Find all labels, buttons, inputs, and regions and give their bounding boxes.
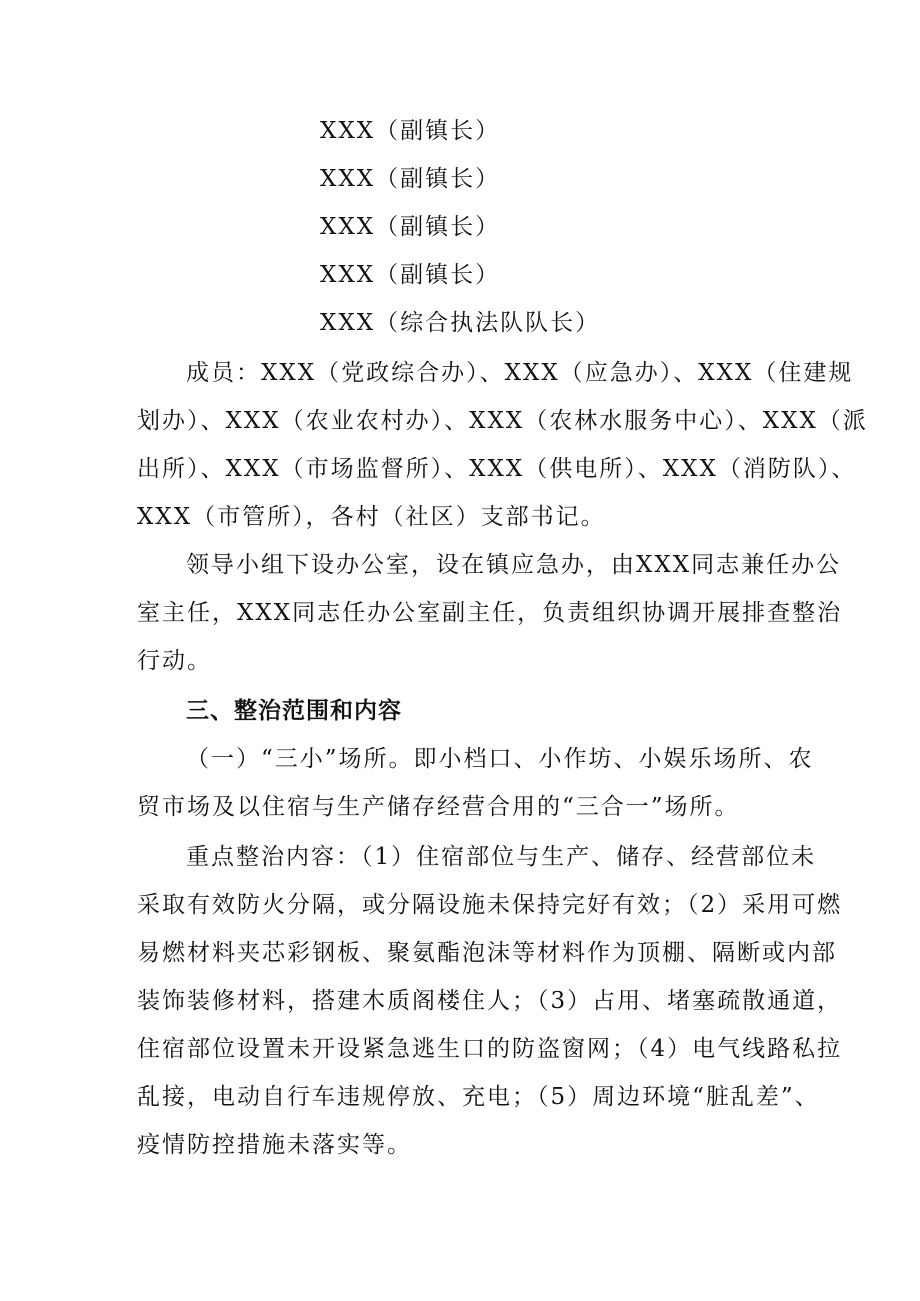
members-line: 成员：XXX（党政综合办）、XXX（应急办）、XXX（住建规 — [186, 360, 854, 386]
section-heading: 三、整治范围和内容 — [186, 697, 402, 724]
key-content-line: 采取有效防火分隔，或分隔设施未保持完好有效；（2）采用可燃 — [137, 892, 843, 918]
leader-line: XXX（副镇长） — [320, 214, 501, 240]
key-content-line: 疫情防控措施未落实等。 — [137, 1132, 412, 1158]
members-line: 划办）、XXX（农业农村办）、XXX（农林水服务中心）、XXX（派 — [137, 408, 868, 434]
leader-line: XXX（副镇长） — [320, 166, 501, 192]
key-content-line: 易燃材料夹芯彩钢板、聚氨酯泡沫等材料作为顶棚、隔断或内部 — [137, 940, 837, 966]
key-content-line: 重点整治内容：（1）住宿部位与生产、储存、经营部位未 — [186, 844, 817, 870]
office-line: 行动。 — [137, 648, 212, 674]
leader-line: XXX（副镇长） — [320, 118, 501, 144]
item-line: （一）“三小”场所。即小档口、小作坊、小娱乐场所、农 — [186, 746, 814, 772]
leader-line: XXX（综合执法队队长） — [320, 310, 601, 336]
item-line: 贸市场及以住宿与生产储存经营合用的“三合一”场所。 — [137, 794, 740, 820]
office-line: 领导小组下设办公室，设在镇应急办，由XXX同志兼任办公 — [186, 552, 842, 578]
office-line: 室主任，XXX同志任办公室副主任，负责组织协调开展排查整治 — [137, 600, 843, 626]
members-line: 出所）、XXX（市场监督所）、XXX（供电所）、XXX（消防队）、 — [137, 456, 857, 482]
members-line: XXX（市管所），各村（社区）支部书记。 — [137, 504, 606, 530]
key-content-line: 乱接，电动自行车违规停放、充电；（5）周边环境“脏乱差”、 — [137, 1084, 820, 1110]
leader-line: XXX（副镇长） — [320, 262, 501, 288]
key-content-line: 住宿部位设置未开设紧急逃生口的防盗窗网；（4）电气线路私拉 — [137, 1036, 843, 1062]
key-content-line: 装饰装修材料，搭建木质阁楼住人；（3）占用、堵塞疏散通道， — [137, 988, 843, 1014]
